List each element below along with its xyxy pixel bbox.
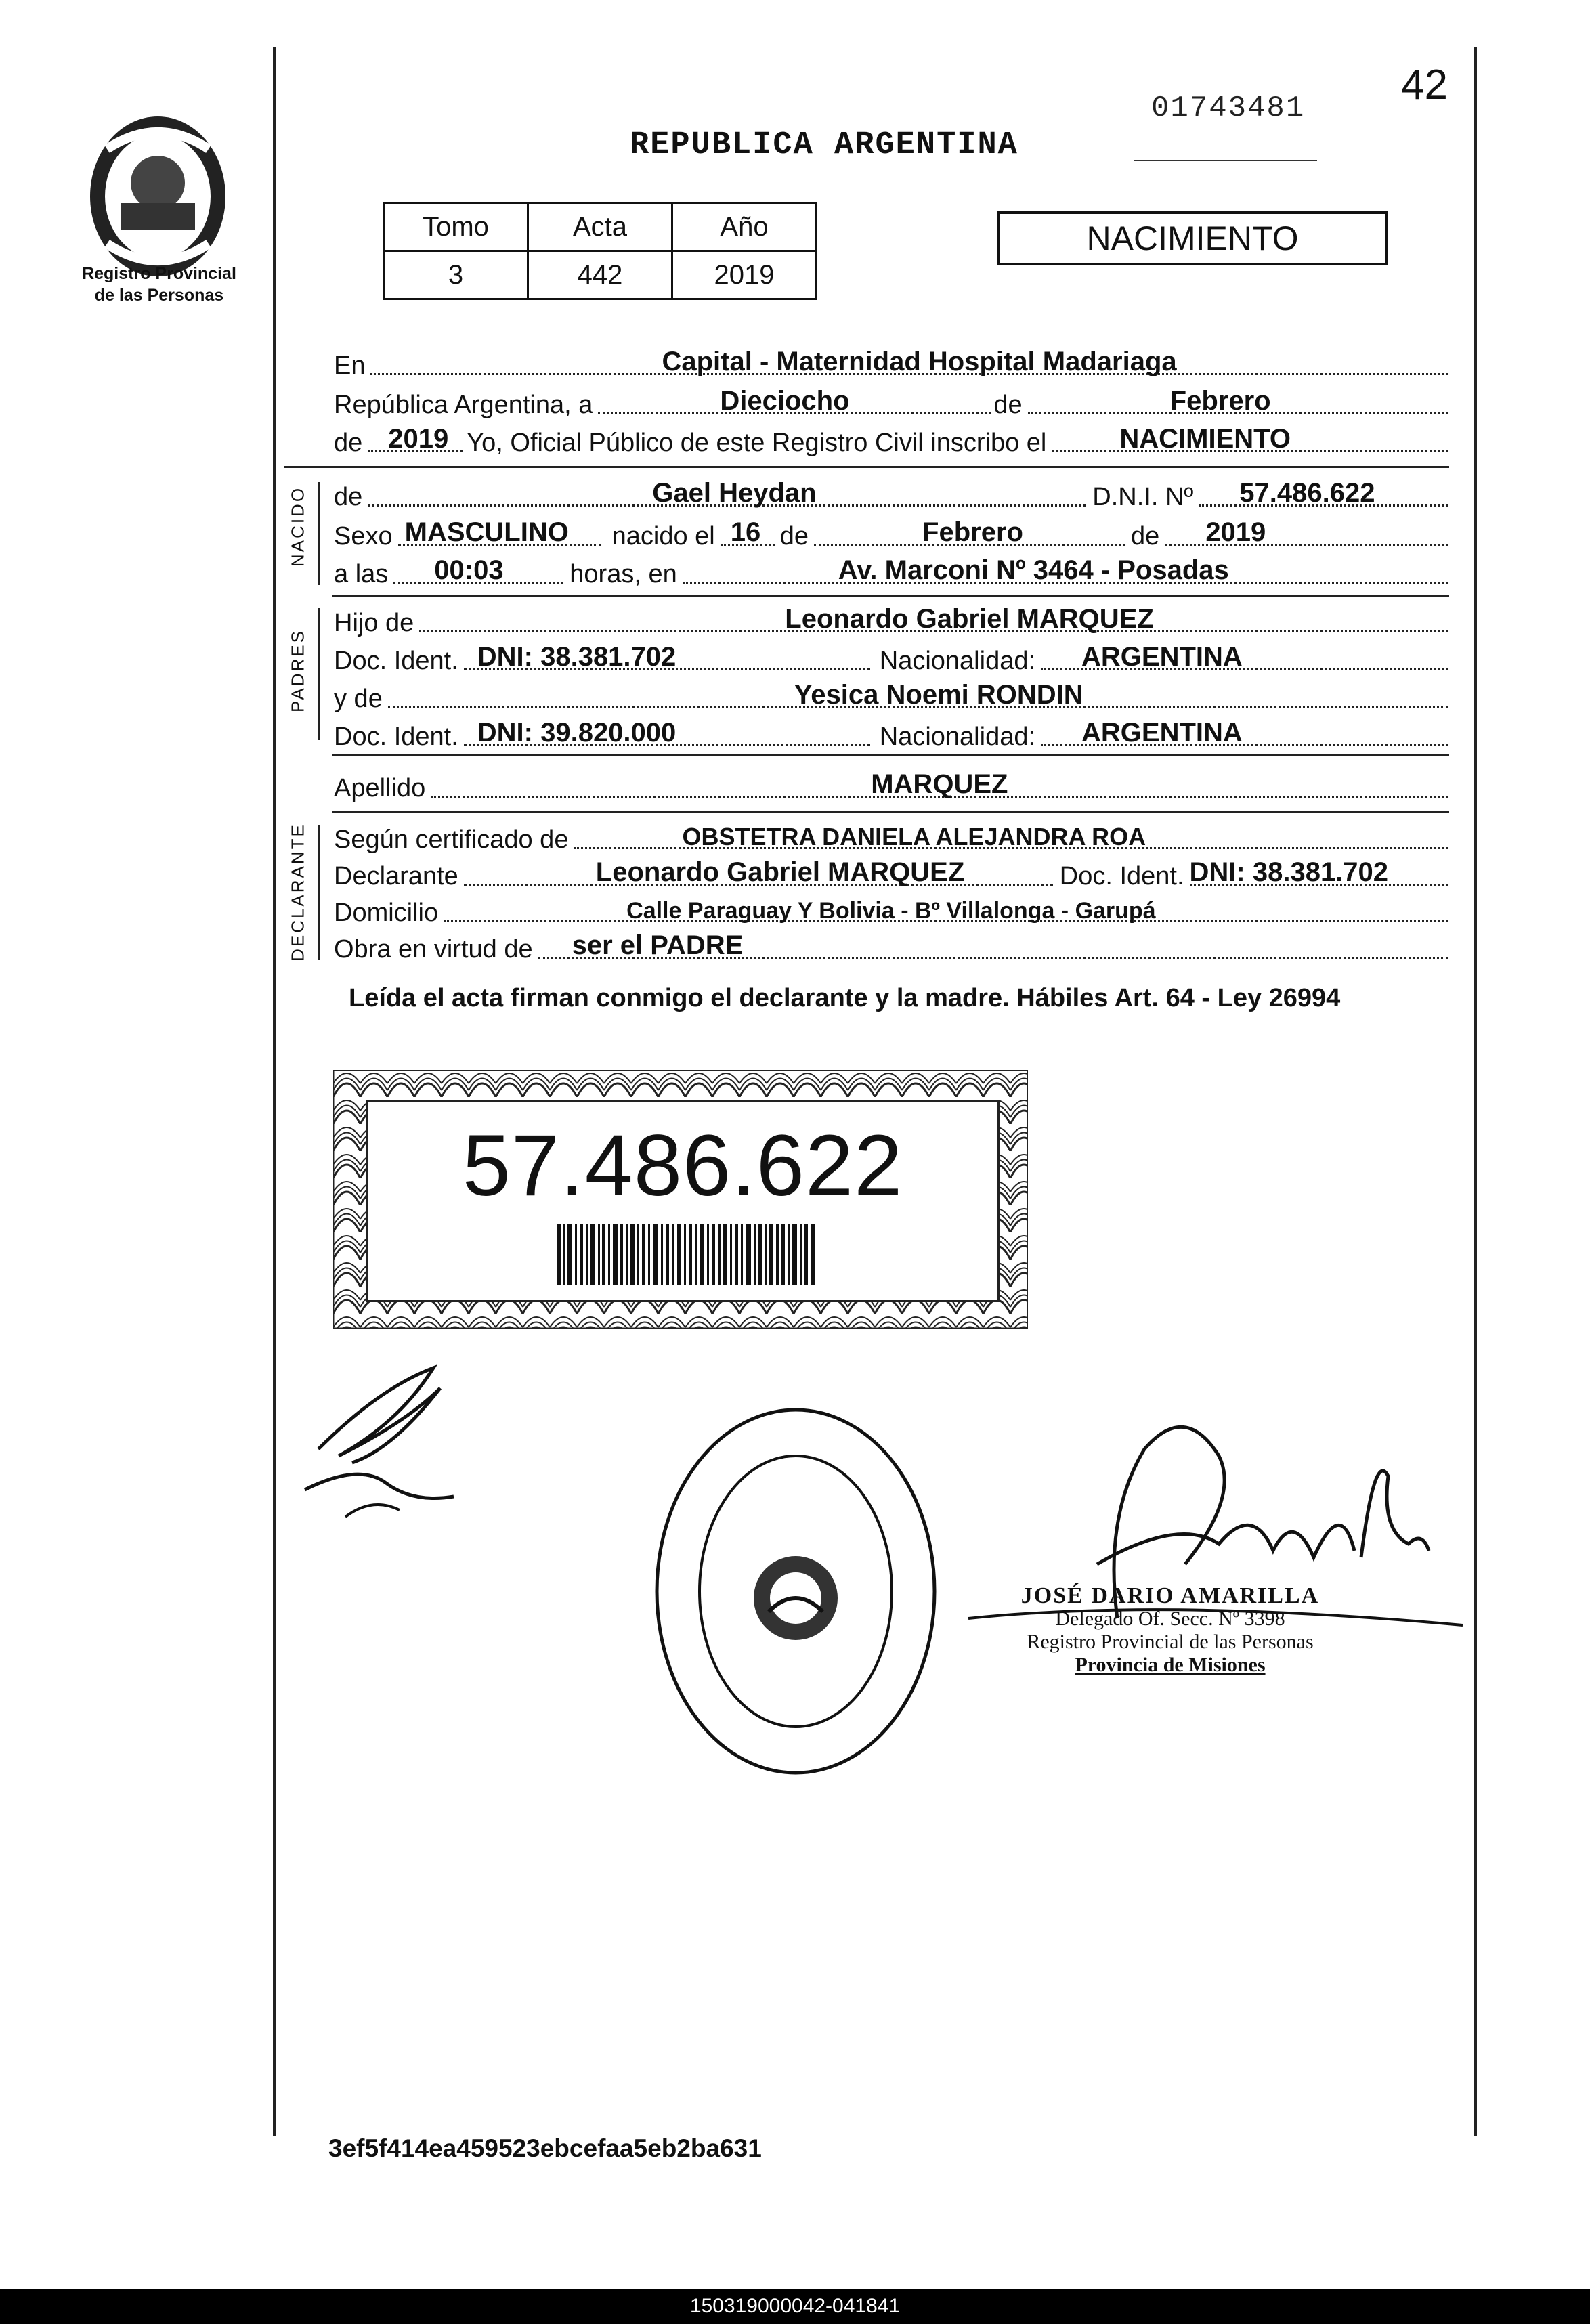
label-horas: horas, en	[570, 560, 677, 588]
mother-nationality: ARGENTINA	[1081, 718, 1243, 748]
place-value: Capital - Maternidad Hospital Madariaga	[662, 347, 1177, 376]
label-obra: Obra en virtud de	[334, 935, 533, 964]
declarant-signature	[298, 1348, 474, 1537]
child-name: Gael Heydan	[652, 478, 817, 508]
page-number: 42	[1401, 62, 1448, 108]
label-dni: D.N.I. Nº	[1092, 483, 1194, 511]
label-en: En	[334, 351, 366, 380]
label-domicilio: Domicilio	[334, 899, 439, 927]
serial-underline	[1134, 160, 1317, 161]
signer-office: Registro Provincial de las Personas	[1027, 1631, 1314, 1653]
ano-value: 2019	[672, 251, 817, 299]
nacido-section-label: NACIDO	[287, 486, 308, 567]
row-mother-doc	[334, 715, 1448, 752]
provincial-shield-logo	[80, 108, 236, 284]
document-title: REPUBLICA ARGENTINA	[630, 127, 1018, 163]
declarante-name: Leonardo Gabriel MARQUEZ	[595, 857, 965, 887]
signer-name: JOSÉ DARIO AMARILLA	[1020, 1583, 1320, 1608]
dni-number: 57.486.622	[462, 1117, 903, 1214]
label-y-de: y de	[334, 685, 383, 713]
birth-address: Av. Marconi Nº 3464 - Posadas	[838, 555, 1229, 585]
signer-province: Provincia de Misiones	[1075, 1654, 1266, 1676]
barcode	[557, 1224, 815, 1285]
row-obra	[334, 928, 1448, 964]
label-apellido: Apellido	[334, 774, 426, 802]
label-de-name: de	[334, 483, 363, 511]
label-de-byear: de	[1131, 522, 1160, 551]
birth-year: 2019	[1205, 517, 1266, 547]
declarante-doc: DNI: 38.381.702	[1189, 857, 1389, 887]
table-header: Tomo	[384, 203, 528, 251]
oficial-text: Yo, Oficial Público de este Registro Civil inscribo el	[467, 429, 1047, 457]
dni-inner-box	[366, 1100, 1000, 1302]
official-stamp	[650, 1402, 941, 1781]
right-margin-line	[1474, 47, 1477, 2136]
table-header: Acta	[528, 203, 672, 251]
month-value: Febrero	[1169, 386, 1271, 416]
table-header: Año	[672, 203, 817, 251]
tomo-value: 3	[384, 251, 528, 299]
child-dni: 57.486.622	[1239, 478, 1375, 508]
label-doc-father: Doc. Ident.	[334, 647, 458, 675]
birth-day: 16	[730, 517, 761, 547]
dni-label-card	[333, 1070, 1028, 1329]
row-apellido	[334, 767, 1448, 803]
mother-doc: DNI: 39.820.000	[477, 718, 676, 748]
mother-name: Yesica Noemi RONDIN	[794, 680, 1083, 710]
label-de-year: de	[334, 429, 363, 457]
label-certificado: Según certificado de	[334, 825, 569, 854]
record-type-box: NACIMIENTO	[997, 211, 1388, 265]
left-margin-line	[273, 47, 276, 2136]
acta-value: 442	[528, 251, 672, 299]
record-table	[383, 202, 817, 300]
label-declarante: Declarante	[334, 862, 458, 890]
row-year	[334, 421, 1448, 458]
legal-notice: Leída el acta firman conmigo el declarante y la madre. Hábiles Art. 64 - Ley 26994	[349, 984, 1341, 1012]
logo-caption: Registro Provincial de las Personas	[82, 264, 236, 305]
label-doc-mother: Doc. Ident.	[334, 723, 458, 751]
signer-position: Delegado Of. Secc. Nº 3398	[1055, 1608, 1285, 1630]
footer-code: 150319000042-041841	[0, 2289, 1590, 2324]
act-type-value: NACIMIENTO	[1119, 424, 1291, 454]
label-nacionalidad-mother: Nacionalidad:	[879, 723, 1036, 751]
apellido-value: MARQUEZ	[871, 769, 1008, 799]
father-doc: DNI: 38.381.702	[477, 642, 676, 672]
obra-value: ser el PADRE	[572, 930, 744, 960]
cert-value: OBSTETRA DANIELA ALEJANDRA ROA	[682, 823, 1146, 851]
serial-number: 01743481	[1151, 91, 1306, 125]
label-nacionalidad-father: Nacionalidad:	[879, 647, 1036, 675]
row-place	[334, 344, 1448, 381]
label-nacido-el: nacido el	[611, 522, 715, 551]
declarante-bar	[318, 825, 320, 960]
year-value: 2019	[388, 424, 449, 454]
padres-section-label: PADRES	[287, 629, 308, 712]
label-a-las: a las	[334, 560, 389, 588]
row-hora	[334, 553, 1448, 589]
domicilio-value: Calle Paraguay Y Bolivia - Bº Villalonga - Garupá	[626, 898, 1156, 924]
birth-month: Febrero	[922, 517, 1023, 547]
label-sexo: Sexo	[334, 522, 393, 551]
father-name: Leonardo Gabriel MARQUEZ	[785, 604, 1154, 634]
label-republica: República Argentina, a	[334, 391, 593, 419]
sexo-value: MASCULINO	[404, 517, 569, 547]
padres-bar	[318, 608, 320, 740]
section-divider	[332, 754, 1449, 756]
label-doc-declarante: Doc. Ident.	[1059, 862, 1184, 890]
label-de: de	[993, 391, 1023, 419]
label-de-month: de	[779, 522, 809, 551]
father-nationality: ARGENTINA	[1081, 642, 1243, 672]
label-hijo-de: Hijo de	[334, 609, 414, 637]
document-hash: 3ef5f414ea459523ebcefaa5eb2ba631	[328, 2134, 762, 2162]
declarante-section-label: DECLARANTE	[287, 823, 308, 962]
nacido-bar	[318, 482, 320, 585]
signature-block	[967, 1585, 1373, 1677]
row-nacido-name	[334, 475, 1448, 512]
birth-time: 00:03	[434, 555, 504, 585]
day-value: Dieciocho	[720, 386, 850, 416]
